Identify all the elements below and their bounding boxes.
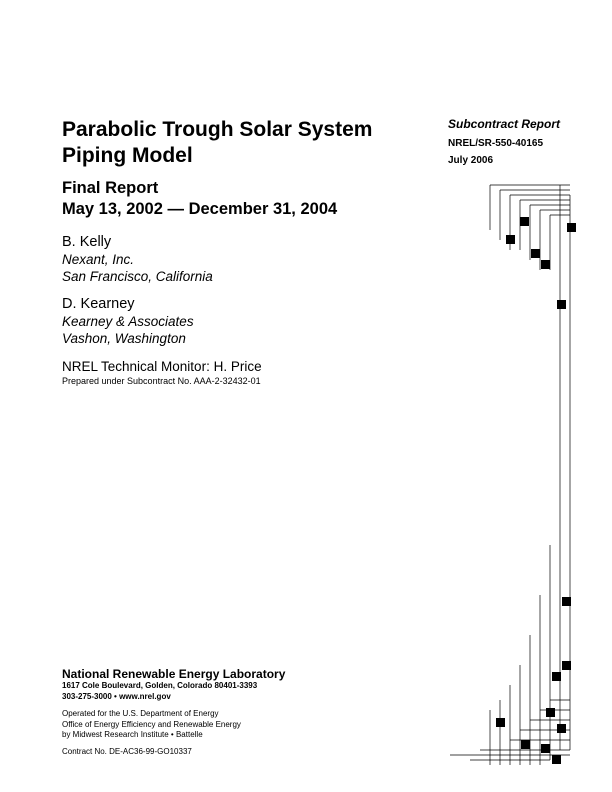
subcontract-note: Prepared under Subcontract No. AAA-2-32432-01 [62,376,261,386]
report-type: Subcontract Report [448,117,561,131]
author-affiliation-org: Kearney & Associates [62,314,194,329]
report-number: NREL/SR-550-40165 [448,138,544,149]
document-title [62,117,372,169]
lab-address: 1617 Cole Boulevard, Golden, Colorado 80401-3393 [62,681,258,690]
author-affiliation-location: Vashon, Washington [62,331,186,346]
author-affiliation-location: San Francisco, California [62,269,213,284]
author-name: B. Kelly [62,234,112,250]
operated-line: Operated for the U.S. Department of Energy [62,709,219,718]
title-line-2: Piping Model [62,144,193,167]
report-date: July 2006 [448,155,494,166]
technical-monitor: NREL Technical Monitor: H. Price [62,359,262,374]
author-affiliation-org: Nexant, Inc. [62,252,135,267]
operated-line: Office of Energy Efficiency and Renewable Energy [62,719,241,729]
contract-number: Contract No. DE-AC36-99-GO10337 [62,747,192,756]
grid-decoration [440,180,580,770]
title-line-1: Parabolic Trough Solar System [62,118,373,141]
operated-line: by Midwest Research Institute • Battelle [62,730,203,739]
subtitle-final-report: Final Report [62,179,159,197]
author-name: D. Kearney [62,296,135,312]
report-subtitle [62,178,337,220]
lab-contact: 303-275-3000 • www.nrel.gov [62,692,171,701]
lab-name: National Renewable Energy Laboratory [62,667,286,681]
grid-squares [496,217,576,764]
operated-for-block [62,709,241,741]
subtitle-date-range: May 13, 2002 — December 31, 2004 [62,200,338,218]
author-block-1 [62,233,213,285]
author-block-2 [62,295,194,347]
